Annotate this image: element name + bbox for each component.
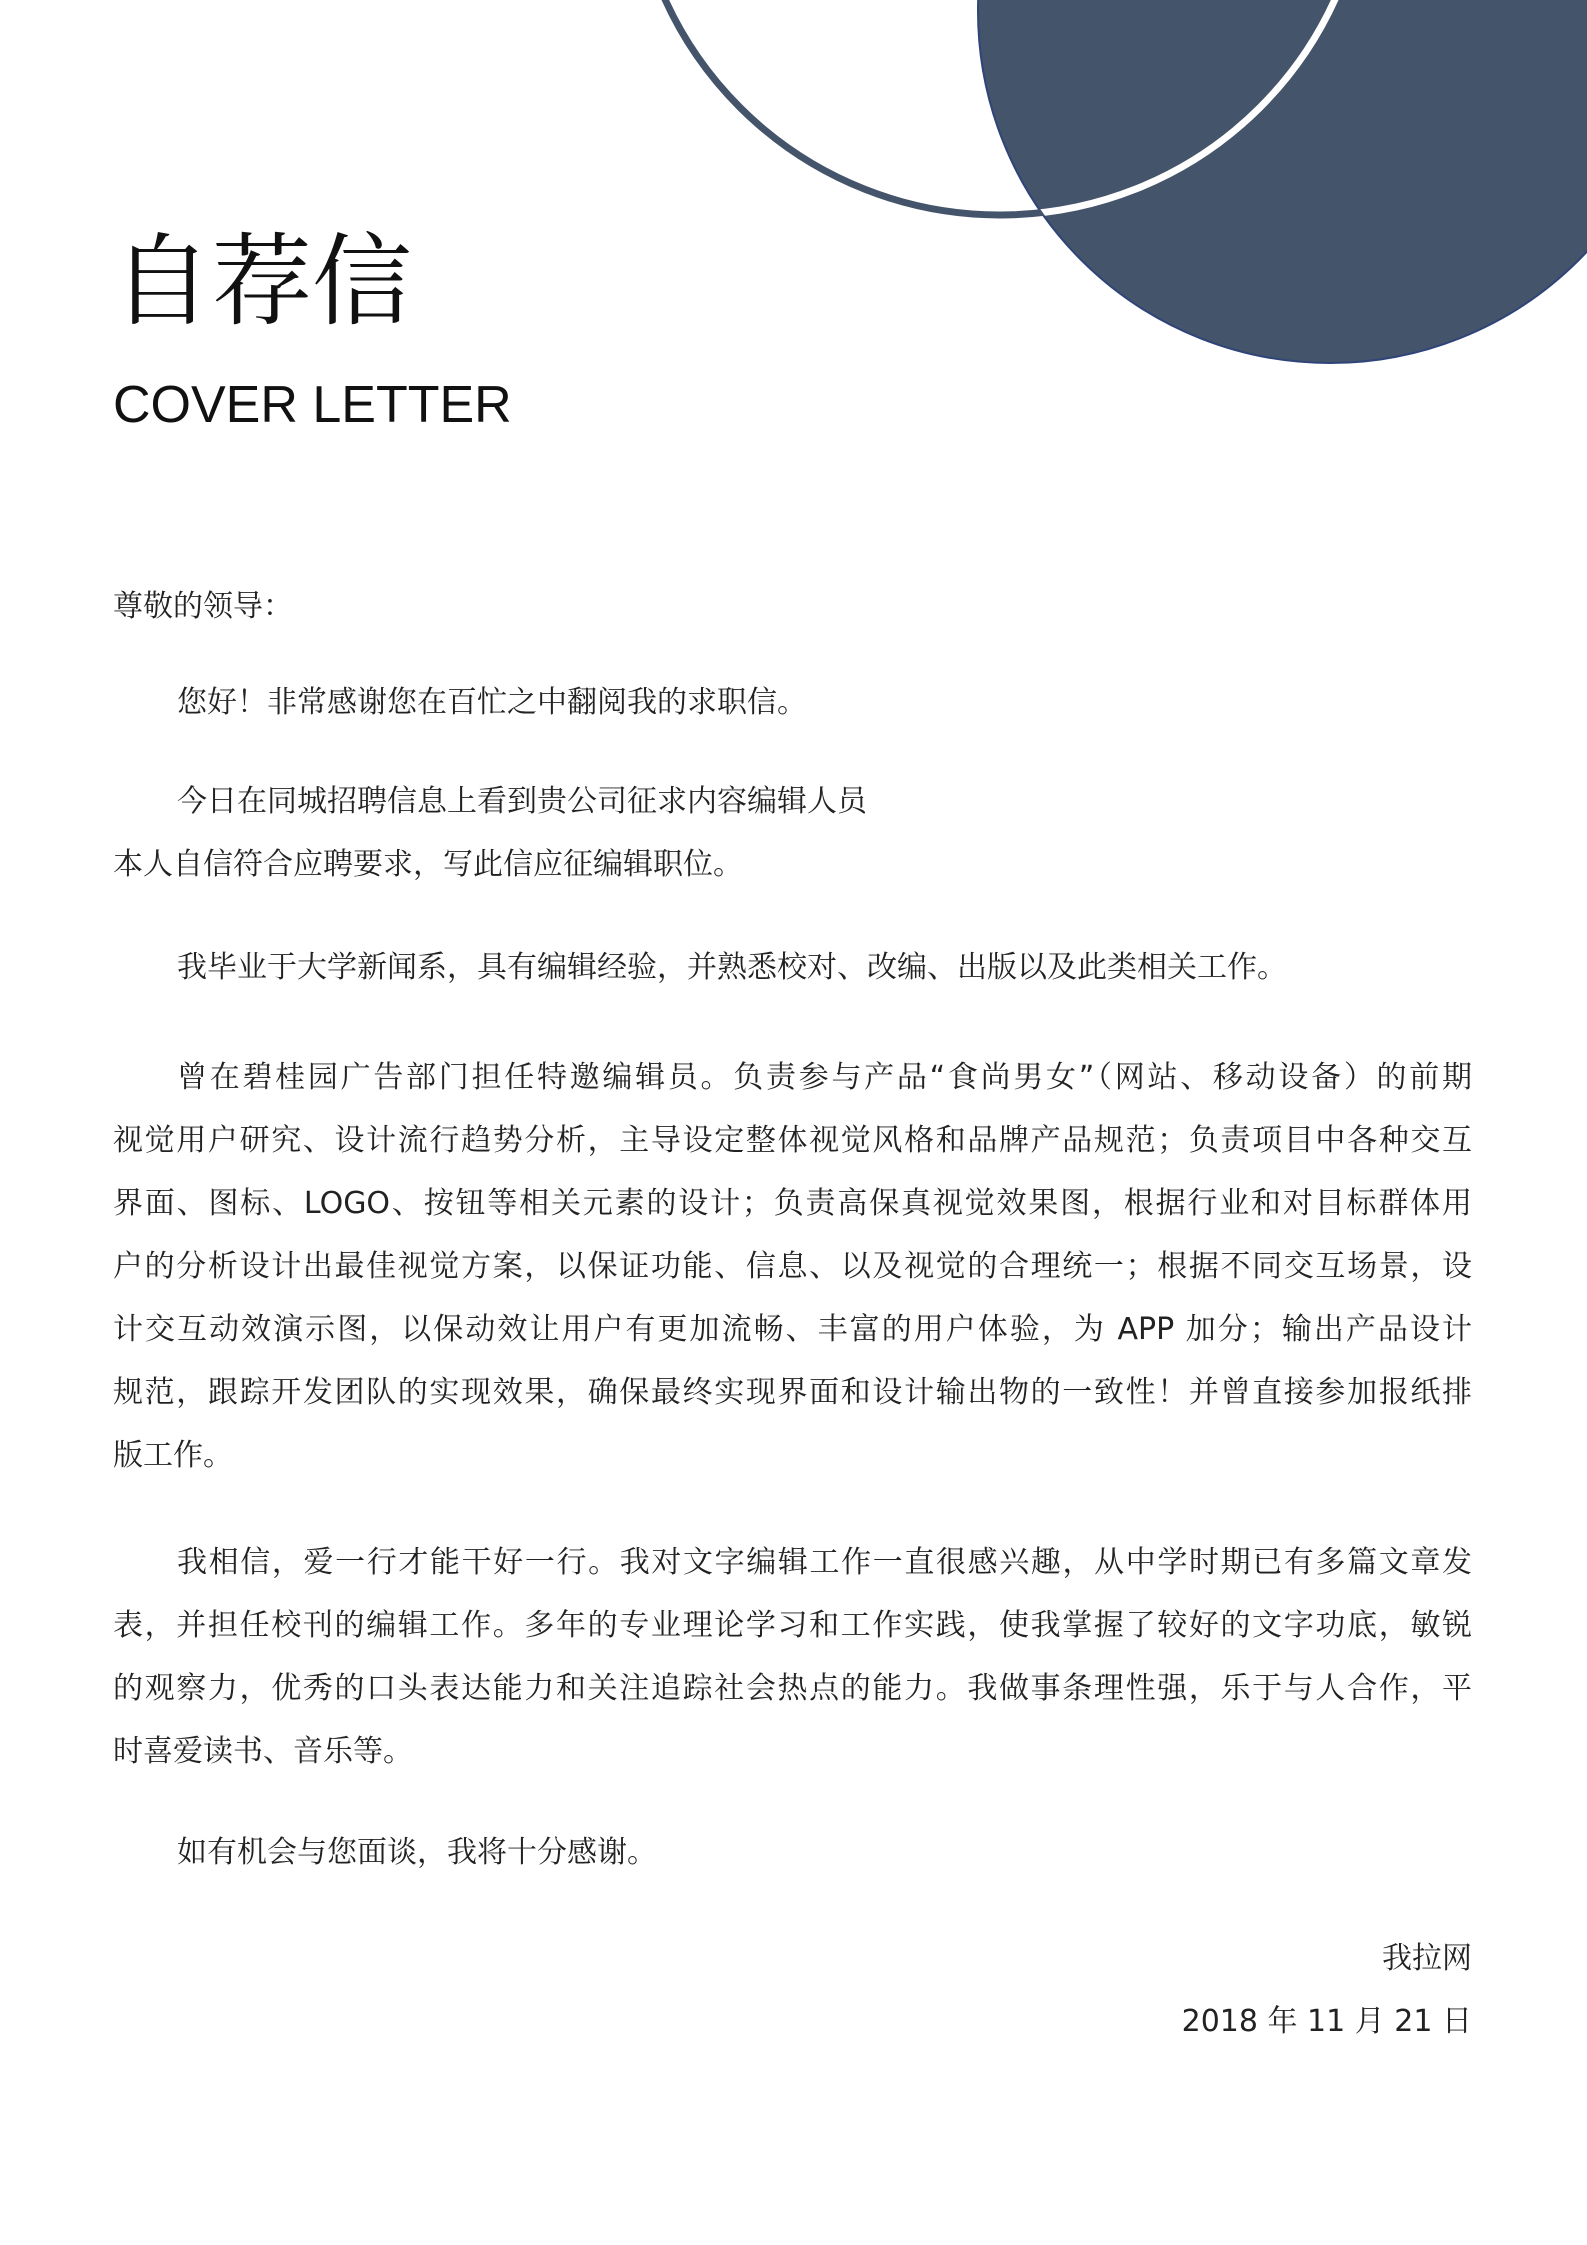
paragraph-experience-line: 界面、图标、LOGO、按钮等相关元素的设计；负责高保真视觉效果图，根据行业和对目标群体用	[113, 1186, 1472, 1221]
page-title: 自荐信	[112, 223, 412, 340]
paragraph-experience-line: 户的分析设计出最佳视觉方案，以保证功能、信息、以及视觉的合理统一；根据不同交互场景，设	[113, 1249, 1472, 1284]
paragraph-experience-line: 视觉用户研究、设计流行趋势分析，主导设定整体视觉风格和品牌产品规范；负责项目中各种交互	[113, 1123, 1472, 1158]
paragraph-motivation-line: 的观察力，优秀的口头表达能力和关注追踪社会热点的能力。我做事条理性强，乐于与人合作，平	[113, 1671, 1472, 1706]
paragraph-intent-line: 本人自信符合应聘要求，写此信应征编辑职位。	[113, 847, 743, 882]
salutation: 尊敬的领导：	[113, 589, 293, 624]
paragraph-intent-line: 今日在同城招聘信息上看到贵公司征求内容编辑人员	[177, 784, 867, 819]
paragraph-greeting: 您好！非常感谢您在百忙之中翻阅我的求职信。	[177, 685, 807, 720]
paragraph-closing: 如有机会与您面谈，我将十分感谢。	[177, 1835, 657, 1870]
paragraph-experience-line: 版工作。	[113, 1438, 233, 1473]
paragraph-education: 我毕业于大学新闻系，具有编辑经验，并熟悉校对、改编、出版以及此类相关工作。	[177, 950, 1287, 985]
paragraph-motivation-line: 我相信，爱一行才能干好一行。我对文字编辑工作一直很感兴趣，从中学时期已有多篇文章发	[177, 1545, 1472, 1580]
paragraph-experience-line: 计交互动效演示图，以保动效让用户有更加流畅、丰富的用户体验，为 APP 加分；输出产品设计	[113, 1312, 1472, 1347]
paragraph-motivation-line: 时喜爱读书、音乐等。	[113, 1734, 413, 1769]
paragraph-experience-line: 曾在碧桂园广告部门担任特邀编辑员。负责参与产品“食尚男女”（网站、移动设备）的前期	[177, 1060, 1472, 1095]
signature: 我拉网	[1382, 1941, 1472, 1976]
paragraph-experience-line: 规范，跟踪开发团队的实现效果，确保最终实现界面和设计输出物的一致性！并曾直接参加报纸排	[113, 1375, 1472, 1410]
letter-date: 2018 年 11 月 21 日	[1181, 2004, 1472, 2039]
filled-circle-decoration	[978, 0, 1587, 363]
page-subtitle: COVER LETTER	[113, 376, 512, 434]
paragraph-motivation-line: 表，并担任校刊的编辑工作。多年的专业理论学习和工作实践，使我掌握了较好的文字功底，敏锐	[113, 1608, 1472, 1643]
